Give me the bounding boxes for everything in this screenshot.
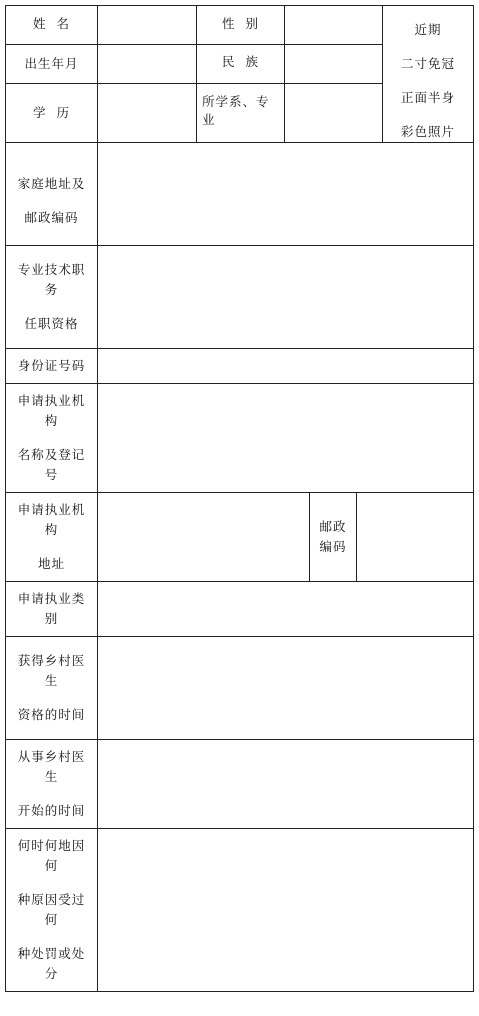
penalty-line-3: 种原因受过 (17, 892, 86, 907)
idcard-label (6, 356, 97, 376)
birth-label-text: 出生年月 (24, 56, 79, 71)
start-line-2: 生 (44, 769, 59, 784)
org-addr-line-1: 申请执业机 (17, 502, 86, 517)
name-label (6, 14, 97, 34)
qualif-line-1: 获得乡村医 (17, 653, 86, 668)
tech-title-field[interactable] (98, 246, 473, 348)
photo-line-1: 近期 (414, 22, 442, 37)
start-line-1: 从事乡村医 (17, 749, 86, 764)
tech-line-1: 专业技术职 (17, 262, 86, 277)
gender-label (197, 14, 284, 34)
org-address-field[interactable] (98, 493, 309, 581)
penalty-field[interactable] (98, 829, 473, 991)
penalty-line-2: 何 (44, 858, 59, 873)
tech-line-2: 务 (44, 282, 59, 297)
address-label (6, 167, 97, 235)
photo-placeholder (383, 13, 473, 149)
idcard-field[interactable] (98, 349, 473, 383)
category-line-1: 申请执业类 (17, 591, 86, 606)
postcode-field[interactable] (357, 493, 473, 581)
postcode-line-2: 编码 (319, 539, 347, 554)
dept-major-label (202, 93, 284, 129)
org-name-line-2: 构 (44, 413, 59, 428)
org-name-label (6, 391, 97, 485)
start-line-3: 开始的时间 (17, 803, 86, 818)
ethnicity-label-text: 民 族 (222, 54, 259, 69)
rule (473, 5, 474, 992)
org-name-line-4: 号 (44, 467, 59, 482)
photo-line-4: 彩色照片 (400, 124, 455, 139)
idcard-label-text: 身份证号码 (17, 358, 86, 373)
name-label-text: 姓 名 (33, 16, 70, 31)
birth-label (6, 54, 97, 74)
tech-title-label (6, 260, 97, 334)
qualification-time-field[interactable] (98, 637, 473, 739)
category-label (6, 589, 97, 629)
penalty-line-1: 何时何地因 (17, 838, 86, 853)
qualif-line-2: 生 (44, 673, 59, 688)
dept-major-field[interactable] (285, 84, 382, 142)
org-name-line-3: 名称及登记 (17, 447, 86, 462)
org-address-label (6, 500, 97, 574)
category-line-2: 别 (44, 611, 59, 626)
gender-field[interactable] (285, 6, 382, 44)
photo-line-2: 二寸免冠 (400, 56, 455, 71)
start-time-field[interactable] (98, 740, 473, 828)
address-line-1: 家庭地址及 (17, 176, 86, 191)
org-addr-line-2: 构 (44, 522, 59, 537)
start-time-label (6, 747, 97, 821)
rule (5, 5, 474, 6)
ethnicity-field[interactable] (285, 45, 382, 83)
name-field[interactable] (98, 6, 196, 44)
address-field[interactable] (98, 143, 473, 245)
org-addr-line-3: 地址 (37, 556, 65, 571)
rule (5, 991, 474, 992)
postcode-line-1: 邮政 (319, 519, 347, 534)
postcode-label (310, 517, 356, 557)
qualif-line-3: 资格的时间 (17, 707, 86, 722)
education-label-text: 学 历 (33, 105, 70, 120)
ethnicity-label (197, 52, 284, 72)
penalty-label (6, 836, 97, 984)
dept-major-line-1: 所学系、专 (202, 94, 270, 109)
penalty-line-4: 何 (44, 912, 59, 927)
dept-major-line-2: 业 (202, 112, 216, 127)
gender-label-text: 性 别 (222, 16, 259, 31)
qualification-time-label (6, 651, 97, 725)
education-field[interactable] (98, 84, 196, 142)
org-name-line-1: 申请执业机 (17, 393, 86, 408)
photo-line-3: 正面半身 (400, 90, 455, 105)
category-field[interactable] (98, 582, 473, 636)
address-line-2: 邮政编码 (24, 210, 79, 225)
penalty-line-5: 种处罚或处 (17, 946, 86, 961)
org-name-field[interactable] (98, 384, 473, 492)
education-label (6, 103, 97, 123)
birth-field[interactable] (98, 45, 196, 83)
tech-line-3: 任职资格 (24, 316, 79, 331)
penalty-line-6: 分 (44, 966, 59, 981)
